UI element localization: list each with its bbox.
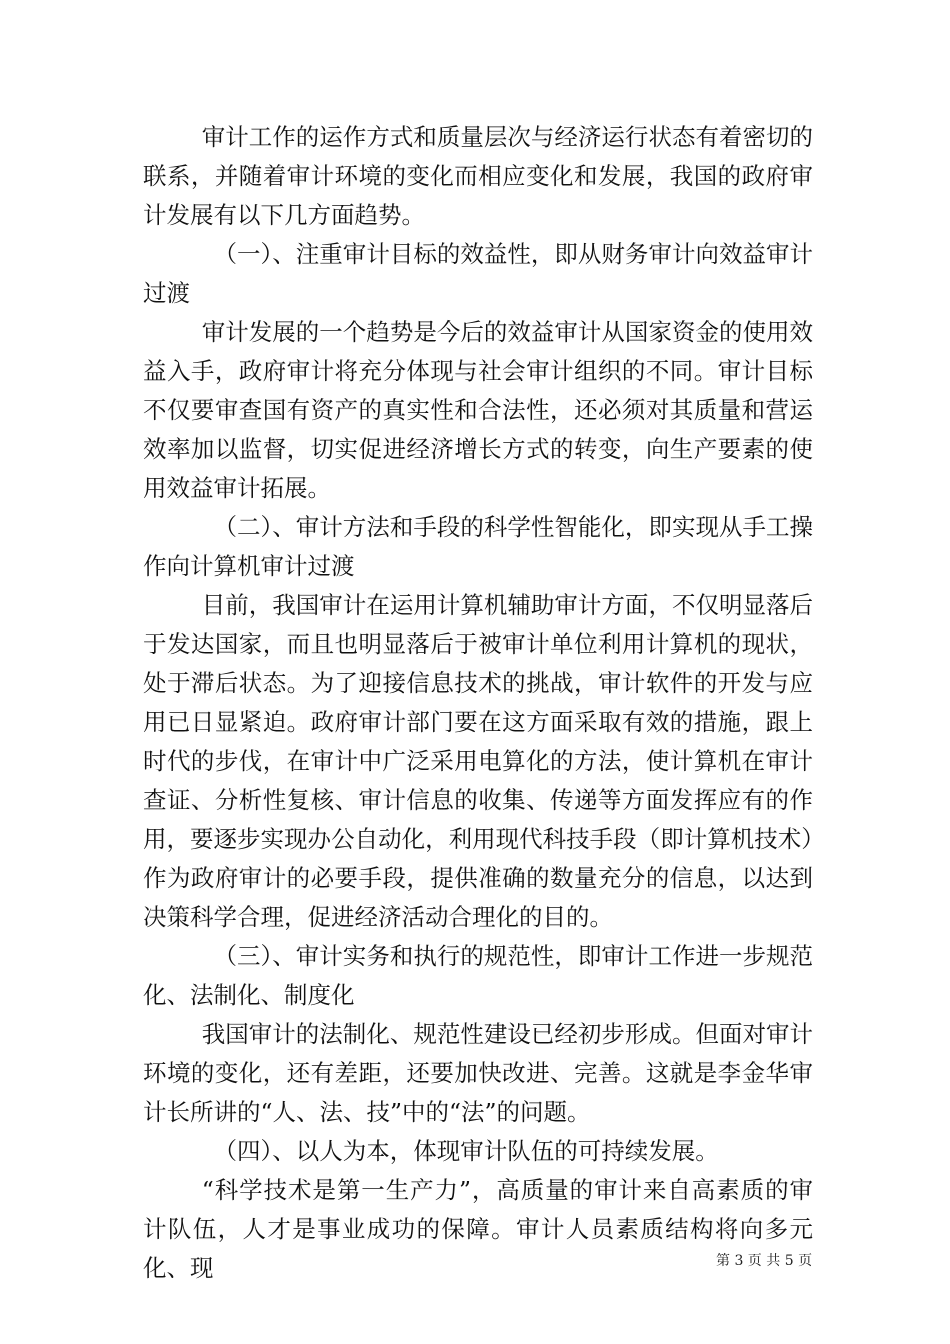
heading-section-2: （二）、审计方法和手段的科学性智能化，即实现从手工操作向计算机审计过渡 [143, 513, 813, 580]
paragraph-section-4: “科学技术是第一生产力”，高质量的审计来自高素质的审计队伍，人才是事业成功的保障。审计人员素质结构将向多元化、现 [143, 1176, 813, 1282]
paragraph-section-2: 目前，我国审计在运用计算机辅助审计方面，不仅明显落后于发达国家，而且也明显落后于被审计单位利用计算机的现状，处于滞后状态。为了迎接信息技术的挑战，审计软件的开发与应用已日显紧迫。政府审计部门要在这方面采取有效的措施，跟上时代的步伐，在审计中广泛采用电算化的方法，使计算机在审计查证、分析性复核、审计信息的收集、传递等方面发挥应有的作用，要逐步实现办公自动化，利用现代科技手段（即计算机技术）作为政府审计的必要手段，提供准确的数量充分的信息，以达到决策科学合理，促进经济活动合理化的目的。 [143, 591, 813, 931]
paragraph-intro: 审计工作的运作方式和质量层次与经济运行状态有着密切的联系，并随着审计环境的变化而相应变化和发展，我国的政府审计发展有以下几方面趋势。 [143, 123, 813, 229]
heading-section-3: （三）、审计实务和执行的规范性，即审计工作进一步规范化、法制化、制度化 [143, 942, 813, 1009]
document-body [143, 118, 813, 1288]
paragraph-section-3: 我国审计的法制化、规范性建设已经初步形成。但面对审计环境的变化，还有差距，还要加快改进、完善。这就是李金华审计长所讲的“人、法、技”中的“法”的问题。 [143, 1020, 813, 1126]
heading-section-1: （一）、注重审计目标的效益性，即从财务审计向效益审计过渡 [143, 240, 813, 307]
paragraph-section-1: 审计发展的一个趋势是今后的效益审计从国家资金的使用效益入手，政府审计将充分体现与社会审计组织的不同。审计目标不仅要审查国有资产的真实性和合法性，还必须对其质量和营运效率加以监督，切实促进经济增长方式的转变，向生产要素的使用效益审计拓展。 [143, 318, 813, 502]
heading-section-4: （四）、以人为本，体现审计队伍的可持续发展。 [213, 1137, 719, 1165]
page-number-footer: 第 3 页 共 5 页 [716, 1253, 813, 1269]
